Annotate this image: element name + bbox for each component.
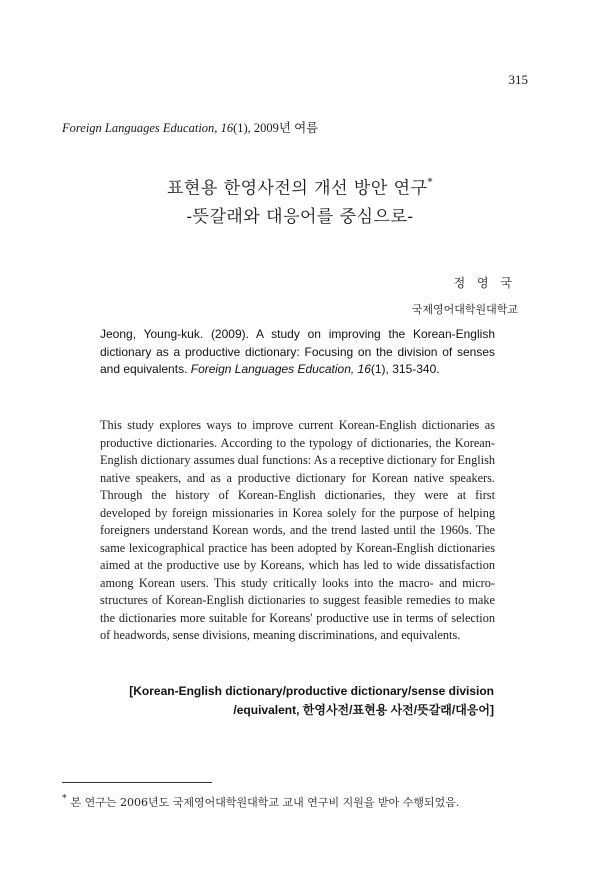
citation-journal: Foreign Languages Education, 16: [190, 362, 371, 376]
author-name: 정 영 국: [453, 276, 516, 290]
journal-volume: 16: [220, 121, 234, 135]
footnote-rule: [62, 782, 212, 783]
title-block: [0, 173, 600, 229]
keywords-line-2: /equivalent, 한영사전/표현용 사전/뜻갈래/대응어]: [233, 703, 494, 717]
paper-subtitle: -뜻갈래와 대응어를 중심으로-: [186, 206, 414, 227]
paper-title-text: 표현용 한영사전의 개선 방안 연구: [166, 178, 428, 199]
page-number: 315: [508, 72, 528, 87]
journal-issue: (1), 2009년 여름: [233, 121, 319, 135]
keywords-line-1: [Korean-English dictionary/productive dictionary/sense division: [129, 684, 494, 698]
citation: [100, 326, 495, 379]
author-block: [412, 274, 518, 317]
paper-title: [0, 173, 600, 201]
title-footnote-marker: *: [427, 177, 434, 188]
author-affiliation: 국제영어대학원대학교: [411, 303, 518, 316]
journal-name: Foreign Languages Education,: [62, 121, 218, 135]
footnote-text: 본 연구는 2006년도 국제영어대학원대학교 교내 연구비 지원을 받아 수행되었음.: [70, 796, 460, 809]
citation-text: Jeong, Young-kuk. (2009). A study on improving the Korean-English dictionary as a productive dictionary: Focusing on the division of senses and equivalents.: [100, 327, 495, 376]
footnote-marker: *: [62, 794, 67, 805]
abstract: This study explores ways to improve current Korean-English dictionaries as productive dictionaries. According to the typology of dictionaries, the Korean-English dictionary assumes dual functions: As a receptive dictionary for English native speakers, and as a productive dictionary for Korean native speakers. Through the history of Korean-English dictionaries, they were at first developed by foreign missionaries in Korea solely for the purpose of helping foreigners understand Korean words, and the trend lasted until the 1960s. The same lexicographical practice has been adopted by Korean-English dictionaries aimed at the productive use by Koreans, which has led to wide dissatisfaction among Korean users. This study critically looks into the macro- and micro-structures of Korean-English dictionaries to suggest feasible remedies to make the dictionaries more suitable for Koreans' productive use in terms of selection of headwords, sense divisions, meaning discriminations, and equivalents.: [100, 418, 495, 642]
keywords: [129, 682, 494, 720]
footnote: [62, 794, 459, 810]
running-head: [62, 118, 318, 136]
citation-issue-pages: (1), 315-340.: [370, 362, 440, 376]
